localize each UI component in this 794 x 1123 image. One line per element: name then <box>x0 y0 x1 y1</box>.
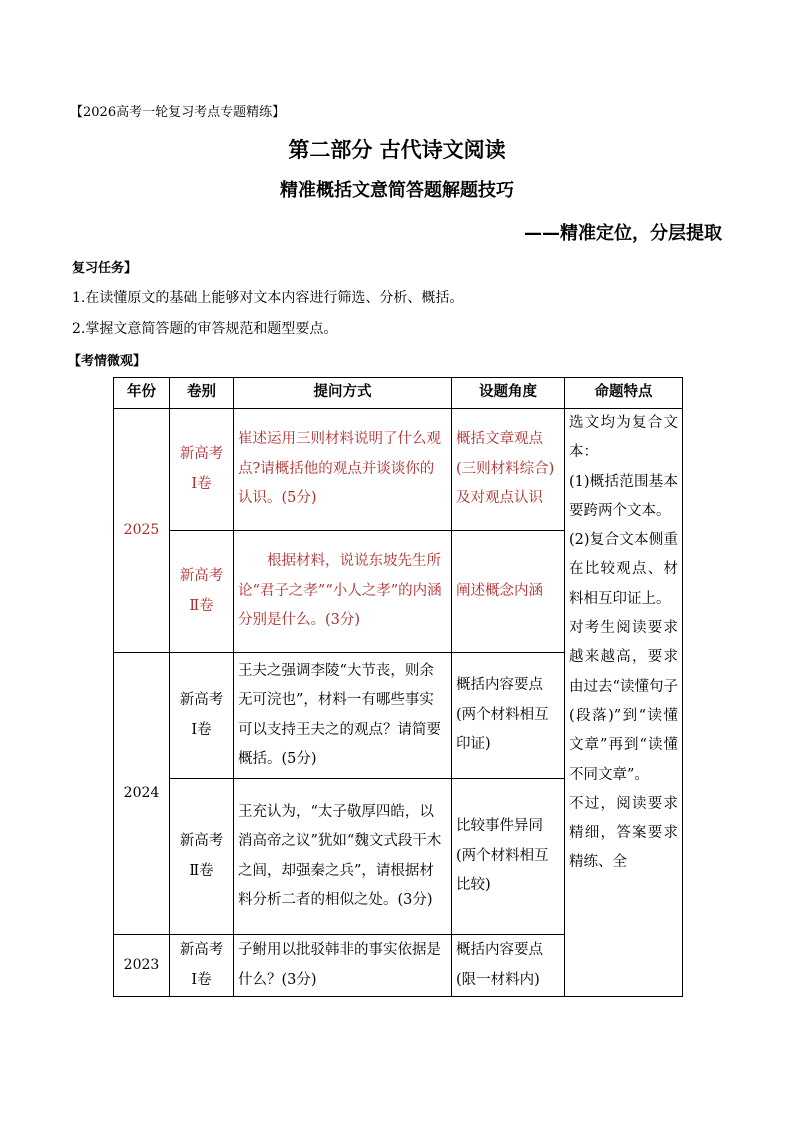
sub-title: 精准概括文意简答题解题技巧 <box>280 180 514 201</box>
header-year: 年份 <box>114 378 170 409</box>
header-angle: 设题角度 <box>452 378 565 409</box>
year-cell: 2023 <box>114 935 170 997</box>
paper-cell: 新高考 Ⅰ卷 <box>170 935 234 997</box>
header-question: 提问方式 <box>234 378 452 409</box>
angle-cell: 概括内容要点(两个材料相互印证) <box>452 653 565 779</box>
angle-cell: 概括文章观点(三则材料综合)及对观点认识 <box>452 409 565 531</box>
features-cell <box>565 409 683 997</box>
header-features: 命题特点 <box>565 378 683 409</box>
angle-cell: 概括内容要点(限一材料内) <box>452 935 565 997</box>
question-cell: 王夫之强调李陵“大节丧，则余无可浣也”，材料一有哪些事实可以支持王夫之的观点？请简要概括。(5分) <box>234 653 452 779</box>
paper-cell: 新高考 Ⅱ卷 <box>170 779 234 935</box>
angle-cell: 比较事件异同(两个材料相互比较) <box>452 779 565 935</box>
exam-section-title: 【考情微观】 <box>68 354 147 369</box>
exam-table <box>113 377 683 997</box>
review-task-item-1: 1.在读懂原文的基础上能够对文本内容进行筛选、分析、概括。 <box>72 290 464 306</box>
year-cell: 2024 <box>114 653 170 935</box>
motto: ——精准定位，分层提取 <box>524 223 722 244</box>
part-title: 第二部分 古代诗文阅读 <box>288 138 506 162</box>
feature-line: (2)复合文本侧重在比较观点、材料相互印证上。 <box>569 532 678 607</box>
feature-line: 选文均为复合文本： <box>569 415 678 461</box>
year-cell: 2025 <box>114 409 170 653</box>
question-cell: 根据材料，说说东坡先生所论“君子之孝”“小人之孝”的内涵分别是什么。(3分) <box>234 531 452 653</box>
table-row <box>114 409 683 531</box>
question-cell: 崔述运用三则材料说明了什么观点?请概括他的观点并谈谈你的认识。(5分) <box>234 409 452 531</box>
feature-line: (1)概括范围基本要跨两个文本。 <box>569 473 678 519</box>
header-paper: 卷别 <box>170 378 234 409</box>
feature-line: 对考生阅读要求越来越高，要求由过去“读懂句子(段落)”到“读懂文章”再到“读懂不同文章”。 <box>569 620 678 783</box>
paper-cell: 新高考 Ⅱ卷 <box>170 531 234 653</box>
paper-cell: 新高考 Ⅰ卷 <box>170 409 234 531</box>
header-tag: 【2026高考一轮复习考点专题精练】 <box>70 105 286 120</box>
question-cell: 子鲋用以批驳韩非的事实依据是什么？(3分) <box>234 935 452 997</box>
review-task-title: 复习任务】 <box>72 261 138 276</box>
review-task-item-2: 2.掌握文意简答题的审答规范和题型要点。 <box>72 321 338 337</box>
question-cell: 王充认为，“太子敬厚四皓，以消高帝之议”犹如“魏文式段干木之闾，却强秦之兵”，请根据材料分析二者的相似之处。(3分) <box>234 779 452 935</box>
paper-cell: 新高考 Ⅰ卷 <box>170 653 234 779</box>
feature-line: 不过，阅读要求精细，答案要求精练、全 <box>569 795 678 871</box>
table-header-row <box>114 378 683 409</box>
angle-cell: 阐述概念内涵 <box>452 531 565 653</box>
